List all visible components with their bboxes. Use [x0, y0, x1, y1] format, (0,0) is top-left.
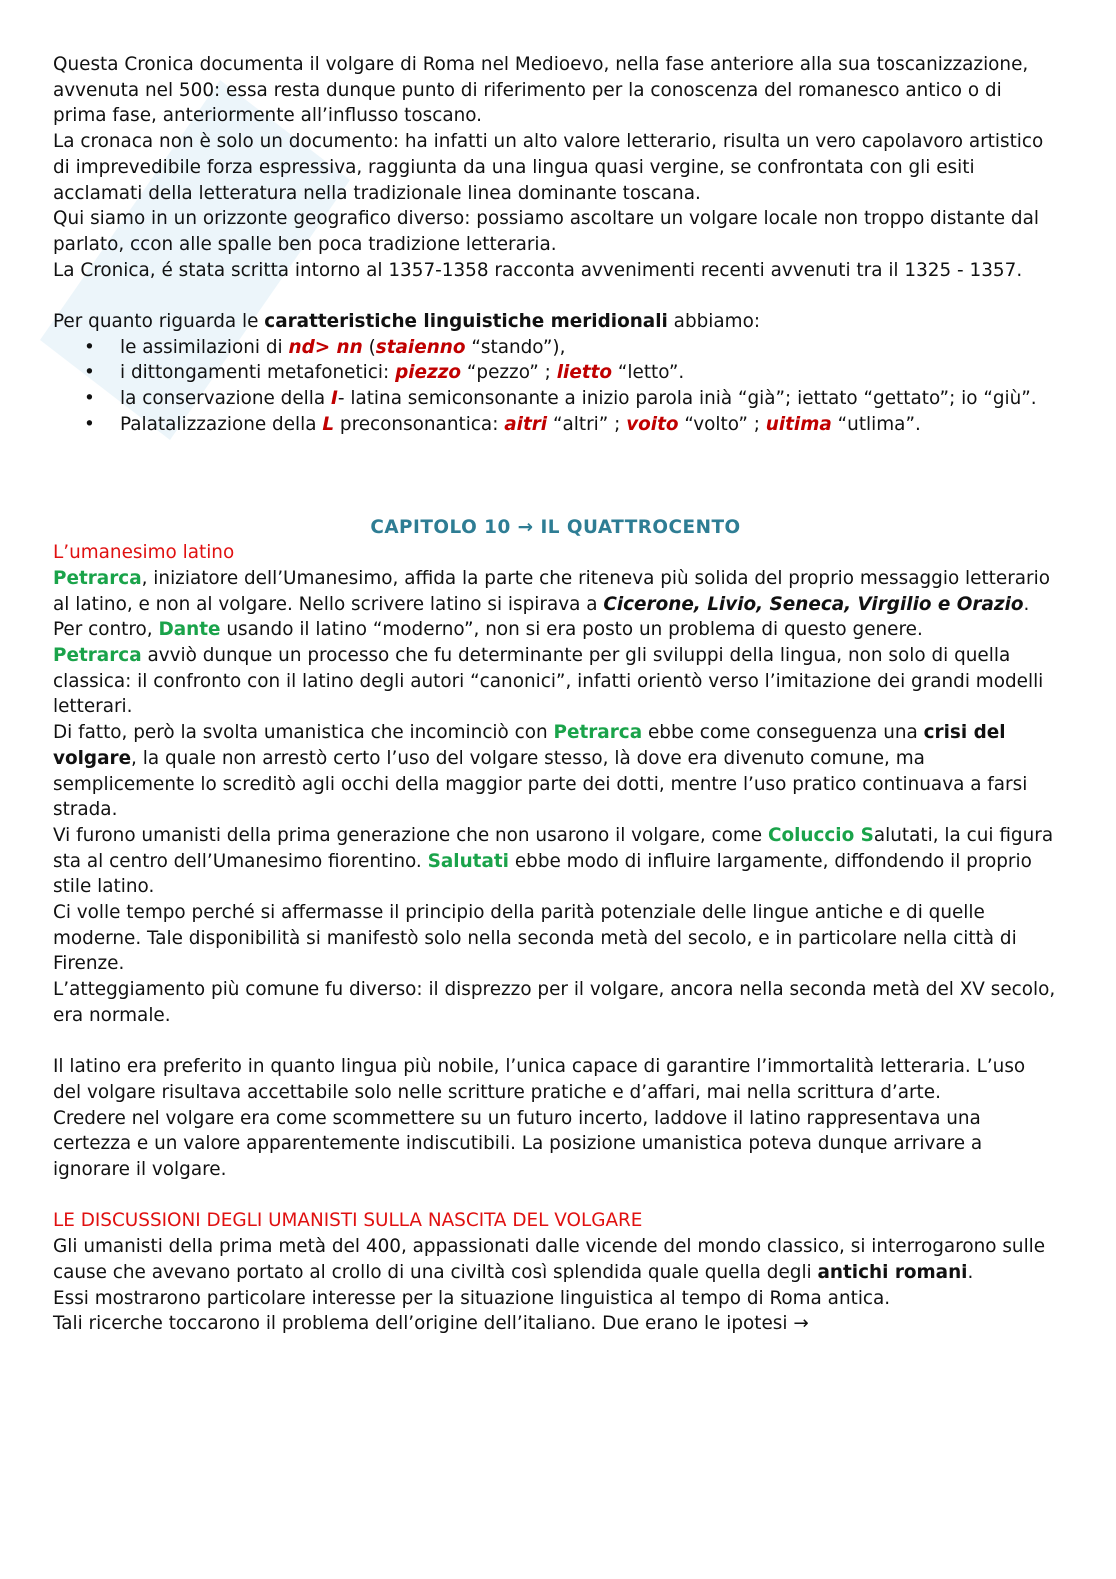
text-run: La cronaca non è solo un documento: ha infatti un alto valore letterario, risulta un vero capolavoro artistico di imprevedibile forza espressiva, raggiunta da una lingua quasi vergine, se confrontata con gli esiti acclamati della letteratura nella tradizionale linea dominante toscana. [53, 131, 1044, 204]
text-run: Questa Cronica documenta il volgare di Roma nel Medioevo, nella fase anteriore alla sua toscanizzazione, avvenuta nel 500: essa resta dunque punto di riferimento per la conoscenza del romanesco antico o di prima fase, anteriormente all’influsso toscano. [53, 54, 1029, 127]
chapter-title [53, 515, 1058, 541]
text-run: le assimilazioni di [120, 336, 289, 358]
text-run: Per quanto riguarda le [53, 311, 265, 333]
text-run: ebbe come conseguenza una [642, 722, 924, 744]
text-run: Ci volle tempo perché si affermasse il principio della parità potenziale delle lingue antiche e di quelle moderne. Tale disponibilità si manifestò solo nella seconda metà del secolo, e in particolare nella città di Firenze. [53, 902, 1017, 975]
spacer [53, 438, 1058, 515]
paragraph [53, 309, 1058, 335]
linguistic-example: I [331, 388, 338, 410]
author-name: Petrarca [53, 567, 142, 589]
list-item [120, 412, 1058, 438]
paragraph [53, 1054, 1058, 1105]
text-run: abbiamo: [667, 311, 761, 333]
blank-line [53, 1029, 1058, 1055]
linguistic-example: lietto [556, 362, 613, 384]
text-run: Il latino era preferito in quanto lingua più nobile, l’unica capace di garantire l’immortalità letteraria. L’uso del volgare risultava accettabile solo nelle scritture pratiche e d’affari, mai nella scrittura d’arte. [53, 1056, 1026, 1103]
text-run: ( [362, 336, 376, 358]
linguistic-example: voito [626, 413, 679, 435]
paragraph [53, 977, 1058, 1028]
paragraph [53, 1106, 1058, 1183]
paragraph [53, 720, 1058, 823]
text-run: ebbe modo di influire largamente, diffondendo il proprio stile latino. [53, 850, 1032, 898]
bullet-list [53, 335, 1058, 438]
text-run: Qui siamo in un orizzonte geografico diverso: possiamo ascoltare un volgare locale non troppo distante dal parlato, ccon alle spalle ben poca tradizione letteraria. [53, 208, 1039, 255]
text-run: “pezzo” ; [461, 362, 557, 384]
text-run: L’atteggiamento più comune fu diverso: il disprezzo per il volgare, ancora nella seconda metà del XV secolo, era normale. [53, 979, 1056, 1026]
paragraph [53, 617, 1058, 643]
text-run: usando il latino “moderno”, non si era posto un problema di questo genere. [220, 619, 923, 641]
linguistic-example: uitima [765, 413, 832, 435]
text-run: avviò dunque un processo che fu determinante per gli sviluppi della lingua, non solo di quella classica: il confronto con il latino degli autori “canonici”, infatti orientò verso l’imitazione dei grandi modelli letterari. [53, 645, 1044, 718]
author-name: Dante [158, 619, 221, 641]
list-item [120, 335, 1058, 361]
list-item [120, 360, 1058, 386]
text-run: La Cronica, é stata scritta intorno al 1357-1358 racconta avvenimenti recenti avvenuti tra il 1325 - 1357. [53, 259, 1023, 281]
author-list: Cicerone, Livio, Seneca, Virgilio e Orazio [603, 593, 1024, 615]
text-run: “stando”), [465, 336, 566, 358]
paragraph [53, 129, 1058, 206]
paragraph [53, 643, 1058, 720]
paragraph [53, 1311, 1058, 1337]
text-run: . [967, 1261, 974, 1283]
linguistic-example: nd> nn [288, 336, 363, 358]
paragraph [53, 900, 1058, 977]
text-run: Essi mostrarono particolare interesse per la situazione linguistica al tempo di Roma antica. [53, 1287, 891, 1309]
text-run: alutati, la cui figura sta al centro dell’Umanesimo fiorentino. [53, 824, 1054, 872]
text-run: . [1023, 593, 1030, 615]
text-run: Credere nel volgare era come scommettere su un futuro incerto, laddove il latino rappresentava una certezza e un valore apparentemente indiscutibili. La posizione umanistica poteva dunque arrivare a ignorare il volgare. [53, 1107, 983, 1181]
list-item [120, 386, 1058, 412]
paragraph [53, 1208, 1058, 1234]
text-run: la conservazione della [120, 388, 332, 410]
linguistic-example: L [322, 413, 335, 435]
linguistic-example: staienno [375, 336, 466, 358]
linguistic-example: piezzo [395, 362, 462, 384]
text-run: preconsonantica: [334, 413, 505, 435]
paragraph [53, 540, 1058, 566]
author-name: Petrarca [553, 722, 643, 744]
text-run: CAPITOLO 10 → IL QUATTROCENTO [370, 516, 741, 538]
paragraph [53, 1234, 1058, 1285]
text-run: Di fatto, però la svolta umanistica che incominciò con [53, 722, 554, 744]
bold-term: caratteristiche linguistiche meridionali [264, 311, 668, 333]
document-page [53, 52, 1058, 1337]
section-heading: LE DISCUSSIONI DEGLI UMANISTI SULLA NASCITA DEL VOLGARE [53, 1210, 643, 1232]
text-run: “volto” ; [678, 413, 766, 435]
text-run: Tali ricerche toccarono il problema dell’origine dell’italiano. Due erano le ipotesi → [53, 1313, 809, 1335]
blank-line [53, 1183, 1058, 1209]
author-name: Petrarca [53, 645, 142, 667]
text-run: Palatalizzazione della [120, 413, 323, 435]
blank-line [53, 283, 1058, 309]
text-run: Vi furono umanisti della prima generazione che non usarono il volgare, come [53, 824, 768, 846]
text-run: , la quale non arrestò certo l’uso del volgare stesso, là dove era divenuto comune, ma semplicemente lo screditò agli occhi della maggior parte dei dotti, mentre l’uso pratico continuava a farsi strada. [53, 747, 1028, 821]
bold-term: crisi del volgare [53, 722, 1006, 769]
text-run: Gli umanisti della prima metà del 400, appassionati dalle vicende del mondo classico, si interrogarono sulle cause che avevano portato al crollo di una civiltà così splendida quale quella degli [53, 1236, 1046, 1283]
text-run: Per contro, [53, 619, 159, 641]
paragraph [53, 258, 1058, 284]
text-run: , iniziatore dell’Umanesimo, affida la parte che riteneva più solida del proprio messaggio letterario al latino, e non al volgare. Nello scrivere latino si ispirava a [53, 567, 1050, 615]
text-run: “letto”. [612, 362, 685, 384]
author-name: Coluccio S [767, 824, 874, 846]
paragraph [53, 1286, 1058, 1312]
bold-term: antichi romani [817, 1261, 968, 1283]
author-name: Salutati [427, 850, 509, 872]
paragraph [53, 823, 1058, 900]
linguistic-example: aitri [504, 413, 548, 435]
section-heading: L’umanesimo latino [53, 542, 235, 564]
paragraph [53, 206, 1058, 257]
text-run: “utlima”. [831, 413, 921, 435]
text-run: i dittongamenti metafonetici: [120, 362, 396, 384]
text-run: “altri” ; [547, 413, 627, 435]
paragraph [53, 52, 1058, 129]
paragraph [53, 566, 1058, 617]
text-run: - latina semiconsonante a inizio parola inià “già”; iettato “gettato”; io “giù”. [337, 388, 1037, 410]
